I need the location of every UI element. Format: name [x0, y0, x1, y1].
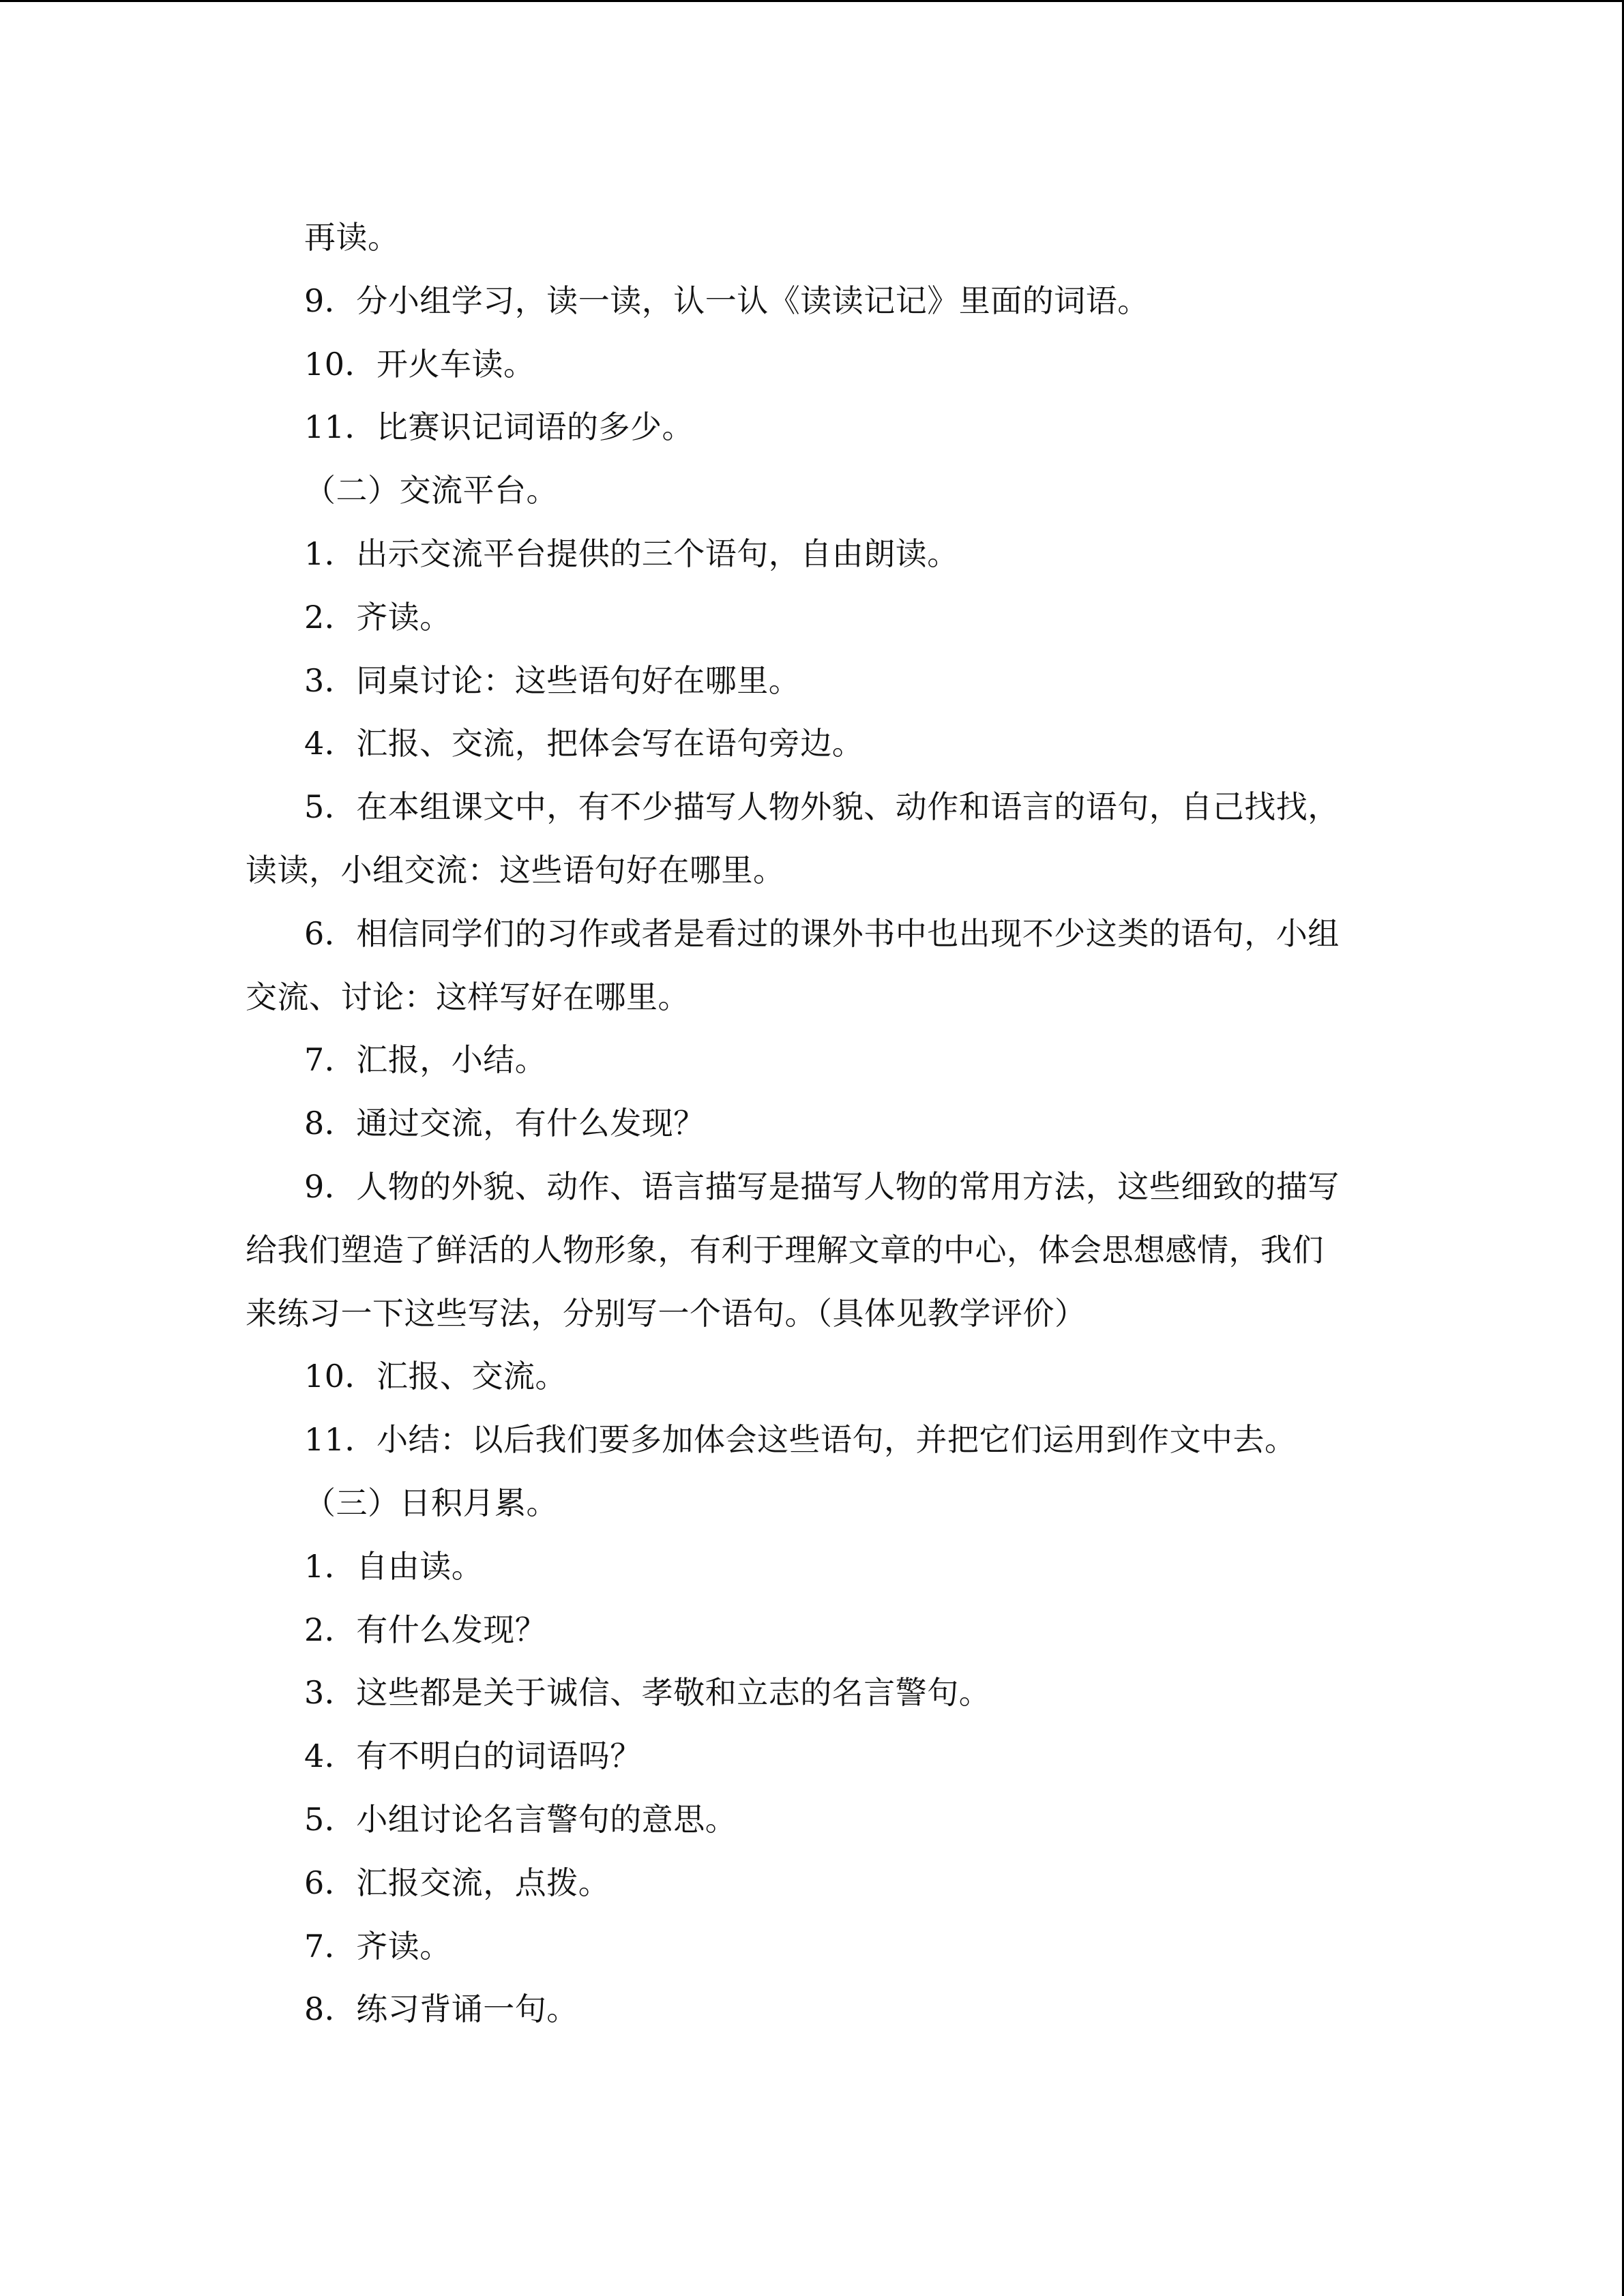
text-line: 来练习一下这些写法，分别写一个语句。（具体见教学评价） [246, 1294, 1087, 1332]
text-line: 1．出示交流平台提供的三个语句，自由朗读。 [304, 535, 959, 572]
section-heading: （三）日积月累。 [304, 1484, 558, 1521]
text-line: 7．汇报，小结。 [304, 1041, 547, 1079]
text-line: 11．小结：以后我们要多加体会这些语句，并把它们运用到作文中去。 [304, 1421, 1297, 1459]
document-body [246, 206, 1378, 2041]
page-top-border [0, 0, 1624, 2]
text-line: 5．小组讨论名言警句的意思。 [304, 1800, 737, 1838]
text-line: 8．练习背诵一句。 [304, 1991, 578, 2028]
text-line: 给我们塑造了鲜活的人物形象，有利于理解文章的中心，体会思想感情，我们 [246, 1231, 1324, 1268]
text-line: 8．通过交流，有什么发现？ [304, 1105, 705, 1142]
text-line: 3．这些都是关于诚信、孝敬和立志的名言警句。 [304, 1674, 991, 1712]
text-line: 9．分小组学习，读一读，认一认《读读记记》里面的词语。 [304, 282, 1149, 319]
section-heading: （二）交流平台。 [304, 472, 558, 509]
text-line: 2．齐读。 [304, 598, 452, 636]
text-line: 4．有不明白的词语吗？ [304, 1738, 642, 1775]
text-line: 交流、讨论：这样写好在哪里。 [246, 978, 690, 1015]
text-line: 2．有什么发现？ [304, 1611, 547, 1648]
text-line: 1．自由读。 [304, 1547, 484, 1585]
text-line: 7．齐读。 [304, 1927, 452, 1965]
text-line: 5．在本组课文中，有不少描写人物外貌、动作和语言的语句，自己找找， [304, 788, 1340, 826]
text-line: 4．汇报、交流，把体会写在语句旁边。 [304, 725, 864, 762]
text-line: 11．比赛识记词语的多少。 [304, 408, 694, 446]
text-line: 10．汇报、交流。 [304, 1358, 567, 1395]
text-line: 读读，小组交流：这些语句好在哪里。 [246, 851, 785, 889]
text-line: 3．同桌讨论：这些语句好在哪里。 [304, 661, 801, 699]
text-line: 10．开火车读。 [304, 345, 535, 383]
text-line: 9．人物的外貌、动作、语言描写是描写人物的常用方法，这些细致的描写 [304, 1167, 1340, 1205]
text-line: 再读。 [304, 219, 400, 256]
text-line: 6．汇报交流，点拨。 [304, 1864, 610, 1901]
text-line: 6．相信同学们的习作或者是看过的课外书中也出现不少这类的语句，小组 [304, 914, 1340, 952]
